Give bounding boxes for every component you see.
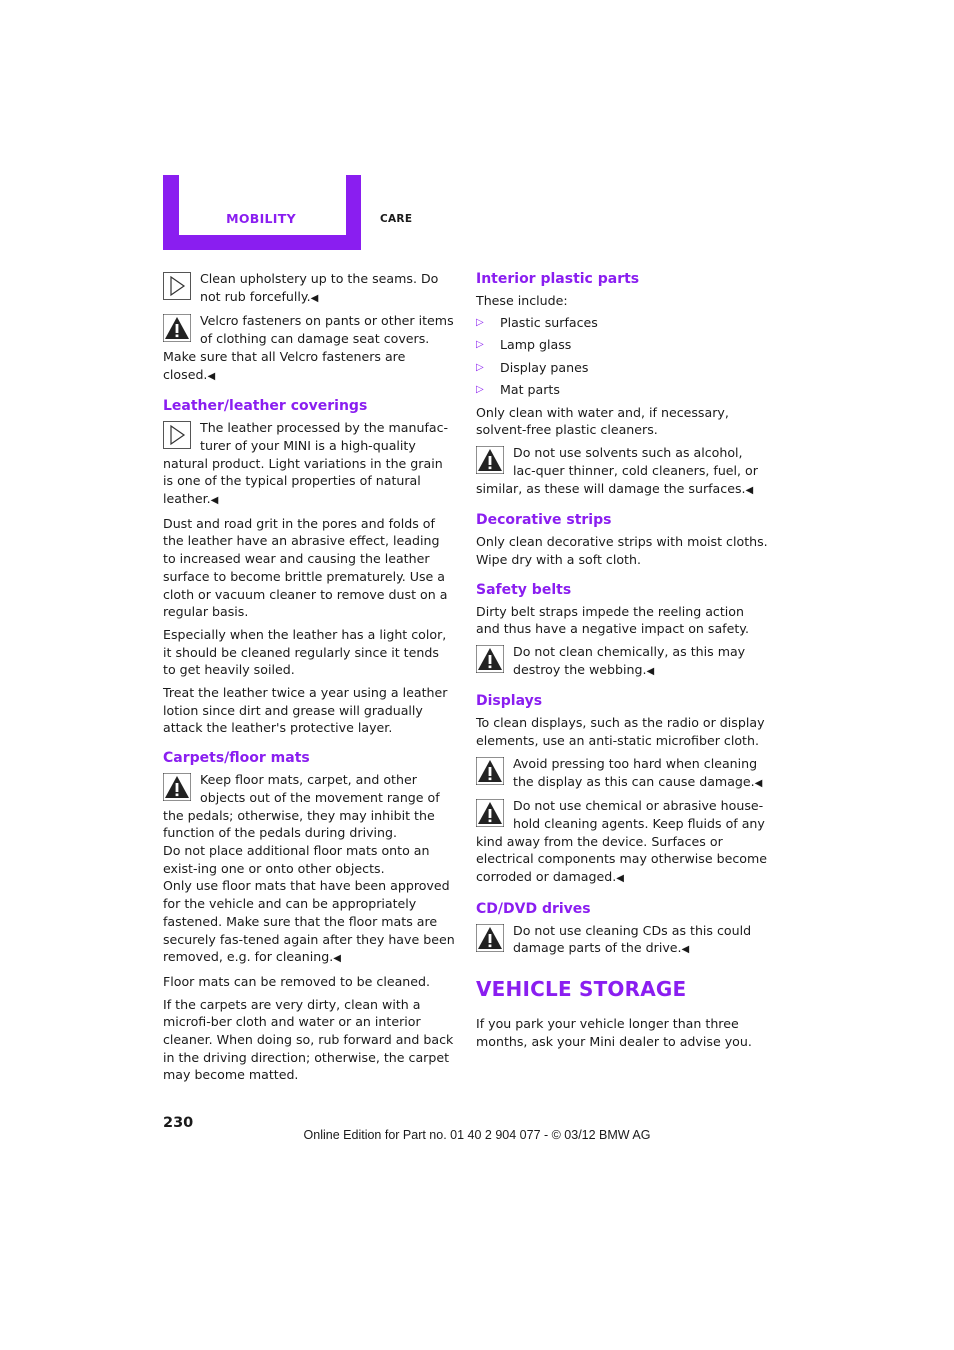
storage-paragraph: If you park your vehicle longer than three months, ask your Mini dealer to advise you. — [476, 1016, 752, 1049]
heading-cd-dvd: CD/DVD drives — [476, 900, 591, 917]
end-mark-icon: ◀ — [754, 777, 763, 789]
warning-velcro — [163, 312, 455, 385]
list-item: ▷ Mat parts — [476, 382, 560, 398]
belts-paragraph: Dirty belt straps impede the reeling action and thus have a negative impact on safety. — [476, 603, 749, 637]
warning-displays-chemicals-text: Do not use chemical or abrasive house-hold cleaning agents. Keep fluids of any kind away from the device. Surfaces or electrical components may otherwise become corroded or damaged. — [476, 798, 767, 885]
end-mark-icon: ◀ — [210, 495, 219, 507]
page-number: 230 — [163, 1115, 194, 1131]
warning-carpets-text-a: Keep floor mats, carpet, and other objects out of the movement range of the pedals; otherwise, they may inhibit the function of the pedals during driving. — [163, 772, 440, 841]
footer-edition: Online Edition for Part no. 01 40 2 904 077 - © 03/12 BMW AG — [303, 1128, 651, 1142]
end-mark-icon: ◀ — [745, 484, 754, 496]
list-item: ▷ Display panes — [476, 359, 589, 375]
heading-plastic: Interior plastic parts — [476, 271, 640, 287]
warning-carpets-text-b: Do not place additional floor mats onto an exist-ing one or onto other objects. — [163, 842, 430, 876]
warning-velcro-text: Velcro fasteners on pants or other items of clothing can damage seat covers. Make sure that all Velcro fasteners are closed. — [163, 313, 454, 382]
list-item: ▷ Lamp glass — [476, 337, 572, 353]
bullet-triangle-icon: ▷ — [476, 316, 484, 328]
warning-displays-pressure — [476, 755, 768, 792]
warning-icon — [476, 645, 504, 673]
warning-belts-text: Do not clean chemically, as this may destroy the webbing. — [513, 644, 746, 677]
warning-carpets — [163, 771, 455, 968]
heading-leather: Leather/leather coverings — [163, 398, 368, 415]
bullet-triangle-icon: ▷ — [476, 361, 484, 373]
plastic-paragraph: Only clean with water and, if necessary, solvent-free plastic cleaners. — [476, 404, 729, 438]
end-mark-icon: ◀ — [681, 944, 690, 956]
warning-icon — [476, 446, 504, 474]
note-leather-text: The leather processed by the manufac-turer of your MINI is a high-quality natural product. Light variations in the grain is one of the typical properties of natural leather. — [163, 420, 449, 507]
warning-displays-chemicals — [476, 797, 768, 888]
plastic-list — [476, 314, 768, 399]
left-column — [163, 270, 455, 1089]
leather-paragraph-3: Treat the leather twice a year using a leather lotion since dirt and grease will gradually attack the leather's protective layer. — [163, 685, 448, 736]
list-item: ▷ Plastic surfaces — [476, 314, 598, 330]
end-mark-icon: ◀ — [333, 953, 341, 965]
section-tab-mobility[interactable]: MOBILITY — [226, 211, 296, 226]
warning-icon — [476, 799, 504, 827]
carpets-paragraph-1: Floor mats can be removed to be cleaned. — [163, 973, 431, 989]
warning-icon — [476, 924, 504, 952]
note-upholstery-text: Clean upholstery up to the seams. Do not rub forcefully. — [200, 271, 439, 304]
right-column — [476, 270, 768, 1056]
vehicle-storage-title: VEHICLE STORAGE — [476, 977, 687, 1002]
plastic-intro: These include: — [476, 293, 568, 308]
end-mark-icon: ◀ — [646, 665, 655, 677]
strips-paragraph: Only clean decorative strips with moist cloths. Wipe dry with a soft cloth. — [476, 534, 768, 567]
heading-decorative-strips: Decorative strips — [476, 512, 612, 529]
warning-plastic-text: Do not use solvents such as alcohol, lac-quer thinner, cold cleaners, fuel, or similar, as these will damage the surfaces. — [476, 445, 758, 496]
note-triangle-icon — [163, 421, 191, 449]
warning-displays-pressure-text: Avoid pressing too hard when cleaning the display as this can cause damage. — [513, 755, 758, 789]
heading-safety-belts: Safety belts — [476, 581, 572, 598]
heading-carpets: Carpets/floor mats — [163, 750, 310, 767]
warning-cd — [476, 922, 768, 959]
end-mark-icon: ◀ — [310, 292, 319, 304]
warning-icon — [163, 314, 191, 342]
warning-icon — [163, 773, 191, 801]
leather-paragraph-1: Dust and road grit in the pores and folds of the leather have an abrasive effect, leading to increased wear and causing the leather surface to become brittle prematurely. Use a cloth or vacuum cleaner to remove dust on a regular basis. — [163, 515, 448, 620]
note-upholstery — [163, 270, 455, 307]
warning-cd-text: Do not use cleaning CDs as this could damage parts of the drive. — [513, 922, 752, 956]
warning-carpets-text-c: Only use floor mats that have been approved for the vehicle and can be appropriately fastened. Make sure that the floor mats are securely fas-tened again after they have been removed, e.g. for cleaning. — [163, 878, 455, 965]
bullet-triangle-icon: ▷ — [476, 339, 484, 351]
note-leather — [163, 419, 455, 510]
warning-plastic — [476, 444, 768, 499]
note-triangle-icon — [163, 272, 191, 300]
heading-vehicle-storage — [476, 977, 768, 1001]
warning-icon — [476, 757, 504, 785]
carpets-paragraph-2: If the carpets are very dirty, clean with a microfi-ber cloth and water or an interior cleaner. When doing so, rub forward and back in the driving direction; otherwise, the carpet may become matted. — [163, 996, 454, 1083]
end-mark-icon: ◀ — [207, 370, 216, 382]
bullet-triangle-icon: ▷ — [476, 384, 484, 396]
subsection-label-care: CARE — [380, 213, 413, 225]
warning-belts — [476, 643, 768, 680]
heading-displays: Displays — [476, 693, 543, 710]
leather-paragraph-2: Especially when the leather has a light color, it should be cleaned regularly since it tends to get heavily soiled. — [163, 626, 447, 678]
end-mark-icon: ◀ — [616, 873, 624, 885]
displays-paragraph: To clean displays, such as the radio or display elements, use an anti-static microfiber cloth. — [476, 715, 765, 749]
